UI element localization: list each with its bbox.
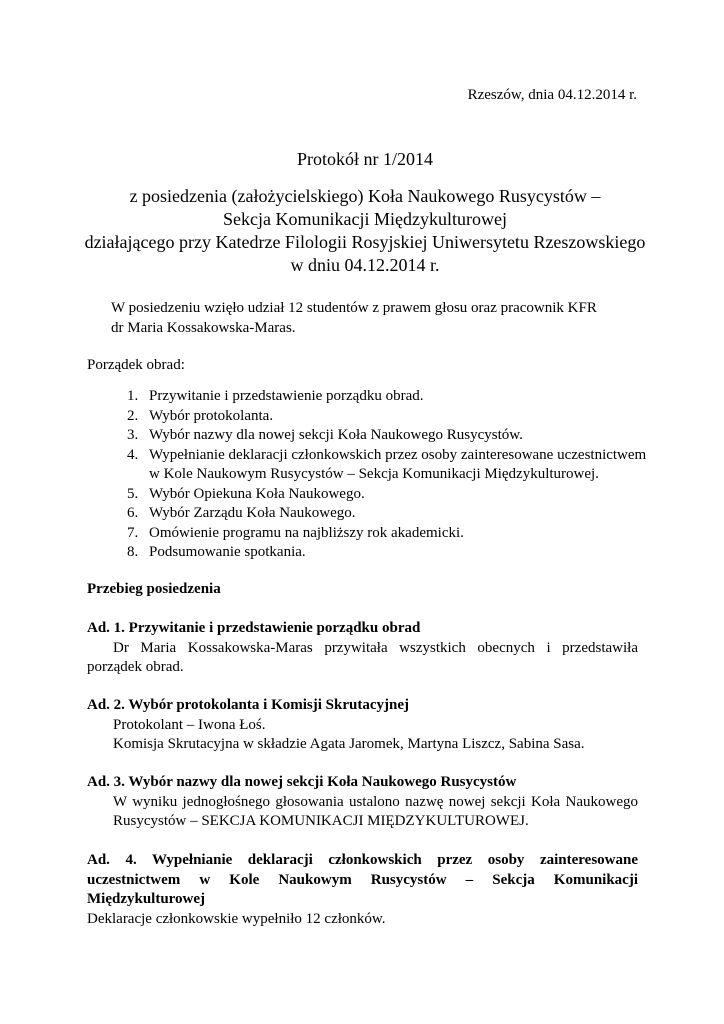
ad1-section <box>87 619 638 678</box>
title-line-5: w dniu 04.12.2014 r. <box>290 255 440 275</box>
proceedings-heading: Przebieg posiedzenia <box>87 581 221 597</box>
intro-paragraph <box>111 299 641 338</box>
list-item: 2. Wybór protokolanta. <box>127 407 274 424</box>
intro-line-2: dr Maria Kossakowska-Maras. <box>111 319 296 336</box>
ad1-heading: Ad. 1. Przywitanie i przedstawienie porządku obrad <box>87 620 421 636</box>
title-block <box>70 148 660 277</box>
ad2-section <box>87 696 638 755</box>
ad4-heading: Ad. 4. Wypełnianie deklaracji członkowskich przez osoby zainteresowane uczestnictwem w Kole Naukowym Rusycystów – Sekcja Komunikacji Międzykulturowej <box>87 852 638 907</box>
list-item: 1. Przywitanie i przedstawienie porządku obrad. <box>127 388 424 404</box>
ad3-body: W wyniku jednogłośnego głosowania ustalono nazwę nowej sekcji Koła Naukowego Rusycystów – SEKCJA KOMUNIKACJI MIĘDZYKULTUROWEJ. <box>113 793 638 829</box>
ad4-body: Deklaracje członkowskie wypełniło 12 członków. <box>87 910 386 927</box>
agenda-list <box>127 387 647 563</box>
ad1-body: Dr Maria Kossakowska-Maras przywitała wszystkich obecnych i przedstawiła porządek obrad. <box>87 639 638 675</box>
list-item: 6. Wybór Zarządu Koła Naukowego. <box>127 505 356 521</box>
intro-line-1: W posiedzeniu wzięło udział 12 studentów z prawem głosu oraz pracownik KFR <box>111 300 597 316</box>
title-line-3: Sekcja Komunikacji Międzykulturowej <box>223 209 507 229</box>
date-line: Rzeszów, dnia 04.12.2014 r. <box>467 87 637 103</box>
agenda-title: Porządek obrad: <box>87 357 185 373</box>
list-item: 8. Podsumowanie spotkania. <box>127 544 306 560</box>
list-item: 3. Wybór nazwy dla nowej sekcji Koła Naukowego Rusycystów. <box>127 427 523 443</box>
title-line-2: z posiedzenia (założycielskiego) Koła Naukowego Rusycystów – <box>129 186 601 206</box>
ad2-line-1: Protokolant – Iwona Łoś. <box>113 716 266 733</box>
ad2-line-2: Komisja Skrutacyjna w składzie Agata Jaromek, Martyna Liszcz, Sabina Sasa. <box>113 736 585 752</box>
ad3-heading: Ad. 3. Wybór nazwy dla nowej sekcji Koła Naukowego Rusycystów <box>87 774 517 790</box>
ad4-section <box>87 851 638 929</box>
list-item: 5. Wybór Opiekuna Koła Naukowego. <box>127 485 365 502</box>
list-item: 4. Wypełnianie deklaracji członkowskich przez osoby zainteresowane uczestnictwem w Kole Naukowym Rusycystów – Sekcja Komunikacji Międzykulturowej. <box>127 446 647 482</box>
ad2-heading: Ad. 2. Wybór protokolanta i Komisji Skrutacyjnej <box>87 697 409 713</box>
ad3-section <box>87 773 638 832</box>
protocol-title: Protokół nr 1/2014 <box>296 149 433 169</box>
list-item: 7. Omówienie programu na najbliższy rok akademicki. <box>127 524 464 541</box>
title-line-4: działającego przy Katedrze Filologii Rosyjskiej Uniwersytetu Rzeszowskiego <box>84 232 646 252</box>
